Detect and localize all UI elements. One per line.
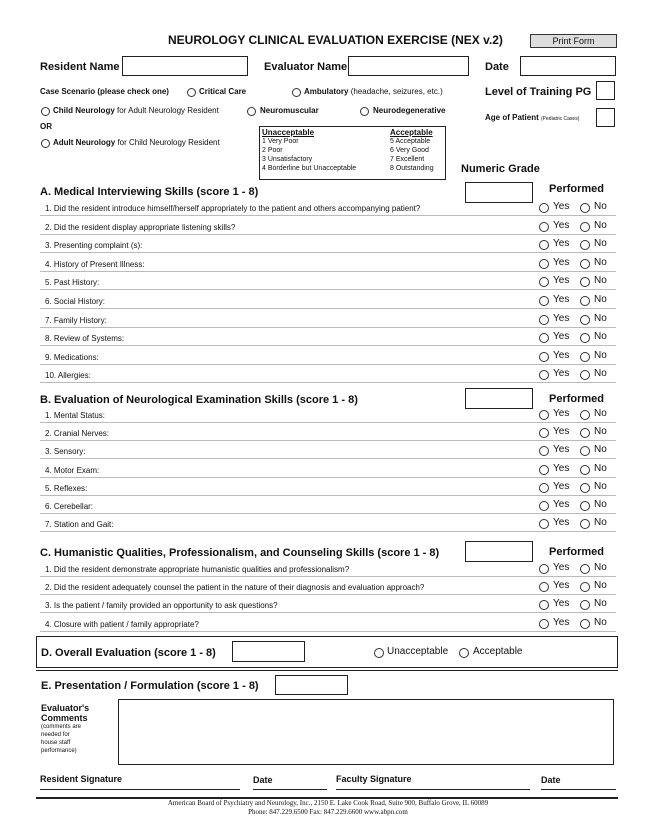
question-c-1: 1. Did the resident demonstrate appropriate humanistic qualities and professionalism? — [45, 565, 350, 574]
child-neuro-rest: for Adult Neurology Resident — [117, 106, 219, 115]
row-divider — [40, 631, 616, 632]
resident-name-field[interactable] — [122, 56, 248, 76]
ambulatory-note: (headache, seizures, etc.) — [350, 87, 443, 96]
section-d-grade-field[interactable] — [232, 641, 305, 662]
no-radio-a-5[interactable] — [580, 277, 590, 287]
comments-label-line2: Comments — [41, 713, 88, 723]
scale-item-6: 6 Very Good — [390, 147, 429, 154]
row-divider — [40, 345, 616, 346]
footer-contact: Phone: 847.229.6500 Fax: 847.229.6600 www.abpn.com — [248, 808, 408, 816]
no-radio-a-2[interactable] — [580, 222, 590, 232]
yes-radio-a-8[interactable] — [539, 333, 549, 343]
no-label: No — [594, 444, 607, 456]
no-radio-c-2[interactable] — [580, 582, 590, 592]
question-a-4: 4. History of Present Illness: — [45, 259, 145, 269]
yes-radio-b-6[interactable] — [539, 501, 549, 511]
comments-textarea[interactable] — [118, 699, 614, 765]
age-patient-bold: Age of Patient — [485, 113, 539, 122]
ambulatory-bold: Ambulatory — [304, 87, 349, 96]
faculty-signature-label: Faculty Signature — [336, 774, 412, 784]
no-radio-b-3[interactable] — [580, 446, 590, 456]
no-radio-a-10[interactable] — [580, 370, 590, 380]
yes-radio-b-5[interactable] — [539, 483, 549, 493]
critical-care-label: Critical Care — [199, 87, 247, 96]
form-title: NEUROLOGY CLINICAL EVALUATION EXERCISE (NEX v.2) — [168, 33, 503, 47]
no-label: No — [594, 256, 607, 268]
row-divider — [40, 364, 616, 365]
adult-neuro-rest: for Child Neurology Resident — [117, 138, 220, 147]
evaluator-name-field[interactable] — [348, 56, 469, 76]
section-c-performed-label: Performed — [549, 546, 605, 558]
row-divider — [40, 440, 616, 441]
yes-label: Yes — [553, 294, 570, 305]
neuromuscular-radio[interactable] — [247, 107, 256, 116]
row-divider — [40, 477, 616, 478]
adult-neuro-bold: Adult Neurology — [53, 138, 116, 147]
yes-label: Yes — [553, 368, 570, 380]
no-label: No — [594, 598, 607, 610]
case-scenario-label: Case Scenario (please check one) — [40, 87, 169, 96]
child-neuro-radio[interactable] — [41, 107, 50, 116]
yes-radio-b-4[interactable] — [539, 465, 549, 475]
yes-radio-a-4[interactable] — [539, 259, 549, 269]
faculty-signature-line[interactable] — [336, 789, 530, 790]
yes-radio-a-2[interactable] — [539, 222, 549, 232]
comments-note-1: (comments are — [41, 724, 82, 730]
section-c-title: C. Humanistic Qualities, Professionalism, and Counseling Skills (score 1 - 8) — [40, 547, 440, 559]
yes-label: Yes — [553, 408, 570, 419]
no-label: No — [594, 349, 607, 361]
question-a-8: 8. Review of Systems: — [45, 334, 125, 344]
age-patient-label — [485, 113, 579, 122]
unacceptable-heading: Unacceptable — [262, 128, 315, 137]
yes-label: Yes — [553, 256, 570, 268]
yes-radio-b-3[interactable] — [539, 446, 549, 456]
yes-radio-b-2[interactable] — [539, 428, 549, 438]
yes-label: Yes — [553, 480, 570, 492]
question-b-7: 7. Station and Gait: — [45, 520, 114, 530]
yes-radio-c-2[interactable] — [539, 582, 549, 592]
comments-label-line1: Evaluator's — [41, 703, 90, 713]
row-divider — [40, 531, 616, 532]
yes-radio-a-3[interactable] — [539, 240, 549, 250]
row-divider — [40, 271, 616, 272]
question-b-5: 5. Reflexes: — [45, 483, 88, 493]
row-divider — [40, 382, 616, 383]
section-a-grade-field[interactable] — [465, 182, 533, 203]
section-e-title: E. Presentation / Formulation (score 1 - 8) — [41, 680, 259, 692]
yes-radio-a-6[interactable] — [539, 296, 549, 306]
no-label: No — [594, 480, 607, 492]
section-a-performed-label: Performed — [549, 183, 605, 195]
section-d-title: D. Overall Evaluation (score 1 - 8) — [41, 647, 216, 659]
yes-label: Yes — [553, 499, 570, 510]
row-divider — [40, 308, 616, 309]
question-b-4: 4. Motor Exam: — [45, 465, 100, 475]
section-b-title: B. Evaluation of Neurological Examination Skills (score 1 - 8) — [40, 394, 358, 406]
yes-radio-a-7[interactable] — [539, 315, 549, 325]
overall-unacceptable-radio[interactable] — [374, 648, 384, 658]
resident-signature-label: Resident Signature — [40, 774, 123, 784]
numeric-grade-label: Numeric Grade — [461, 163, 540, 175]
no-label: No — [594, 219, 607, 231]
neurodegenerative-radio[interactable] — [360, 107, 369, 116]
question-a-3: 3. Presenting complaint (s): — [45, 241, 143, 251]
no-radio-b-5[interactable] — [580, 483, 590, 493]
no-label: No — [594, 562, 607, 573]
question-a-10: 10. Allergies: — [45, 371, 91, 381]
comments-note-4: performance) — [41, 748, 77, 754]
date1-label: Date — [253, 775, 273, 785]
section-e-grade-field[interactable] — [275, 675, 348, 695]
row-divider — [40, 513, 616, 514]
no-label: No — [594, 368, 607, 380]
scale-item-1: 1 Very Poor — [262, 138, 299, 145]
child-neuro-label — [53, 106, 219, 115]
yes-radio-a-9[interactable] — [539, 352, 549, 362]
row-divider — [40, 422, 616, 423]
rating-scale-box — [259, 126, 446, 180]
scale-item-7: 7 Excellent — [390, 156, 425, 163]
yes-label: Yes — [553, 275, 570, 287]
date-field[interactable] — [520, 56, 616, 76]
no-radio-a-7[interactable] — [580, 315, 590, 325]
comments-note-3: house staff — [41, 740, 71, 746]
no-radio-c-4[interactable] — [580, 619, 590, 629]
no-label: No — [594, 462, 607, 474]
no-radio-a-4[interactable] — [580, 259, 590, 269]
no-radio-b-1[interactable] — [580, 410, 590, 420]
yes-label: Yes — [553, 562, 570, 573]
question-a-2: 2. Did the resident display appropriate listening skills? — [45, 222, 236, 232]
yes-label: Yes — [553, 580, 570, 592]
yes-radio-b-7[interactable] — [539, 519, 549, 529]
row-divider — [40, 458, 616, 459]
yes-radio-c-4[interactable] — [539, 619, 549, 629]
yes-radio-c-3[interactable] — [539, 600, 549, 610]
no-radio-b-4[interactable] — [580, 465, 590, 475]
no-radio-b-6[interactable] — [580, 501, 590, 511]
no-label: No — [594, 499, 607, 510]
no-radio-a-9[interactable] — [580, 352, 590, 362]
yes-label: Yes — [553, 462, 570, 474]
row-divider — [40, 252, 616, 253]
date-label: Date — [485, 61, 509, 73]
scale-item-4: 4 Borderline but Unacceptable — [262, 165, 357, 172]
yes-label: Yes — [553, 201, 570, 212]
no-label: No — [594, 294, 607, 305]
yes-label: Yes — [553, 238, 570, 250]
question-a-7: 7. Family History: — [45, 315, 107, 325]
yes-radio-a-1[interactable] — [539, 203, 549, 213]
no-radio-a-6[interactable] — [580, 296, 590, 306]
resident-signature-line[interactable] — [40, 789, 240, 790]
neuromuscular-label: Neuromuscular — [260, 106, 319, 115]
no-label: No — [594, 238, 607, 250]
question-a-1: 1. Did the resident introduce himself/herself appropriately to the patient and others accompanying patient? — [45, 204, 421, 213]
comments-label — [41, 703, 89, 755]
footer-address: American Board of Psychiatry and Neurology, Inc., 2150 E. Lake Cook Road, Suite 900, Buffalo Grove, IL 60089 — [167, 799, 489, 807]
date1-line[interactable] — [253, 789, 327, 790]
question-b-2: 2. Cranial Nerves: — [45, 429, 110, 439]
yes-radio-b-1[interactable] — [539, 410, 549, 420]
yes-label: Yes — [553, 426, 570, 438]
no-label: No — [594, 426, 607, 438]
resident-name-label: Resident Name — [40, 61, 120, 73]
scale-item-3: 3 Unsatisfactory — [262, 156, 313, 163]
question-b-6: 6. Cerebellar: — [45, 502, 94, 511]
level-training-label: Level of Training PG — [485, 86, 592, 98]
section-b-grade-field[interactable] — [465, 388, 533, 409]
no-label: No — [594, 580, 607, 592]
row-divider — [40, 289, 616, 290]
evaluator-name-label: Evaluator Name — [264, 61, 348, 73]
question-a-5: 5. Past History: — [45, 278, 100, 288]
scale-item-2: 2 Poor — [262, 147, 283, 154]
adult-neuro-label — [53, 138, 220, 147]
yes-radio-c-1[interactable] — [539, 564, 549, 574]
yes-label: Yes — [553, 616, 570, 628]
yes-label: Yes — [553, 598, 570, 610]
age-patient-note: (Pediatric Cases) — [541, 116, 580, 122]
no-radio-c-3[interactable] — [580, 600, 590, 610]
critical-care-radio[interactable] — [187, 88, 196, 97]
comments-note-2: needed for — [41, 732, 70, 738]
no-label: No — [594, 408, 607, 419]
ambulatory-radio[interactable] — [292, 88, 301, 97]
no-radio-a-1[interactable] — [580, 203, 590, 213]
section-a-title: A. Medical Interviewing Skills (score 1 - 8) — [40, 186, 259, 198]
ambulatory-label — [304, 87, 443, 96]
date2-label: Date — [541, 775, 561, 785]
overall-unacceptable-label: Unacceptable — [387, 646, 449, 657]
or-label: OR — [40, 122, 52, 131]
yes-label: Yes — [553, 312, 570, 324]
neurodegenerative-label: Neurodegenerative — [373, 106, 446, 115]
no-label: No — [594, 517, 607, 529]
age-patient-field[interactable] — [596, 108, 615, 127]
question-c-4: 4. Closure with patient / family appropriate? — [45, 619, 199, 629]
yes-label: Yes — [553, 349, 570, 361]
no-radio-c-1[interactable] — [580, 564, 590, 574]
level-training-field[interactable] — [596, 81, 615, 100]
row-divider — [40, 327, 616, 328]
row-divider — [40, 495, 616, 496]
no-label: No — [594, 275, 607, 287]
yes-label: Yes — [553, 219, 570, 231]
no-label: No — [594, 312, 607, 324]
divider-line — [36, 670, 618, 671]
section-b-performed-label: Performed — [549, 393, 605, 405]
row-divider — [40, 594, 616, 595]
print-form-button[interactable]: Print Form — [530, 34, 617, 48]
scale-item-5: 5 Acceptable — [390, 138, 431, 145]
no-label: No — [594, 331, 607, 343]
child-neuro-bold: Child Neurology — [53, 106, 115, 115]
overall-acceptable-radio[interactable] — [459, 648, 469, 658]
scale-item-8: 8 Outstanding — [390, 165, 434, 172]
question-a-9: 9. Medications: — [45, 352, 99, 362]
date2-line[interactable] — [541, 789, 616, 790]
row-divider — [40, 215, 616, 216]
row-divider — [40, 612, 616, 613]
question-c-2: 2. Did the resident adequately counsel the patient in the nature of their diagnosis and evaluation approach? — [45, 583, 425, 593]
question-b-3: 3. Sensory: — [45, 447, 86, 457]
question-b-1: 1. Mental Status: — [45, 411, 106, 420]
no-label: No — [594, 616, 607, 628]
yes-radio-a-10[interactable] — [539, 370, 549, 380]
section-c-grade-field[interactable] — [465, 541, 533, 562]
row-divider — [40, 576, 616, 577]
no-radio-a-8[interactable] — [580, 333, 590, 343]
adult-neuro-radio[interactable] — [41, 139, 50, 148]
yes-label: Yes — [553, 517, 570, 529]
row-divider — [40, 234, 616, 235]
overall-acceptable-label: Acceptable — [473, 646, 523, 657]
acceptable-heading: Acceptable — [390, 128, 433, 137]
yes-label: Yes — [553, 331, 570, 343]
no-label: No — [594, 201, 607, 212]
no-radio-a-3[interactable] — [580, 240, 590, 250]
no-radio-b-7[interactable] — [580, 519, 590, 529]
question-a-6: 6. Social History: — [45, 297, 106, 306]
yes-label: Yes — [553, 444, 570, 456]
no-radio-b-2[interactable] — [580, 428, 590, 438]
question-c-3: 3. Is the patient / family provided an opportunity to ask questions? — [45, 601, 278, 611]
yes-radio-a-5[interactable] — [539, 277, 549, 287]
